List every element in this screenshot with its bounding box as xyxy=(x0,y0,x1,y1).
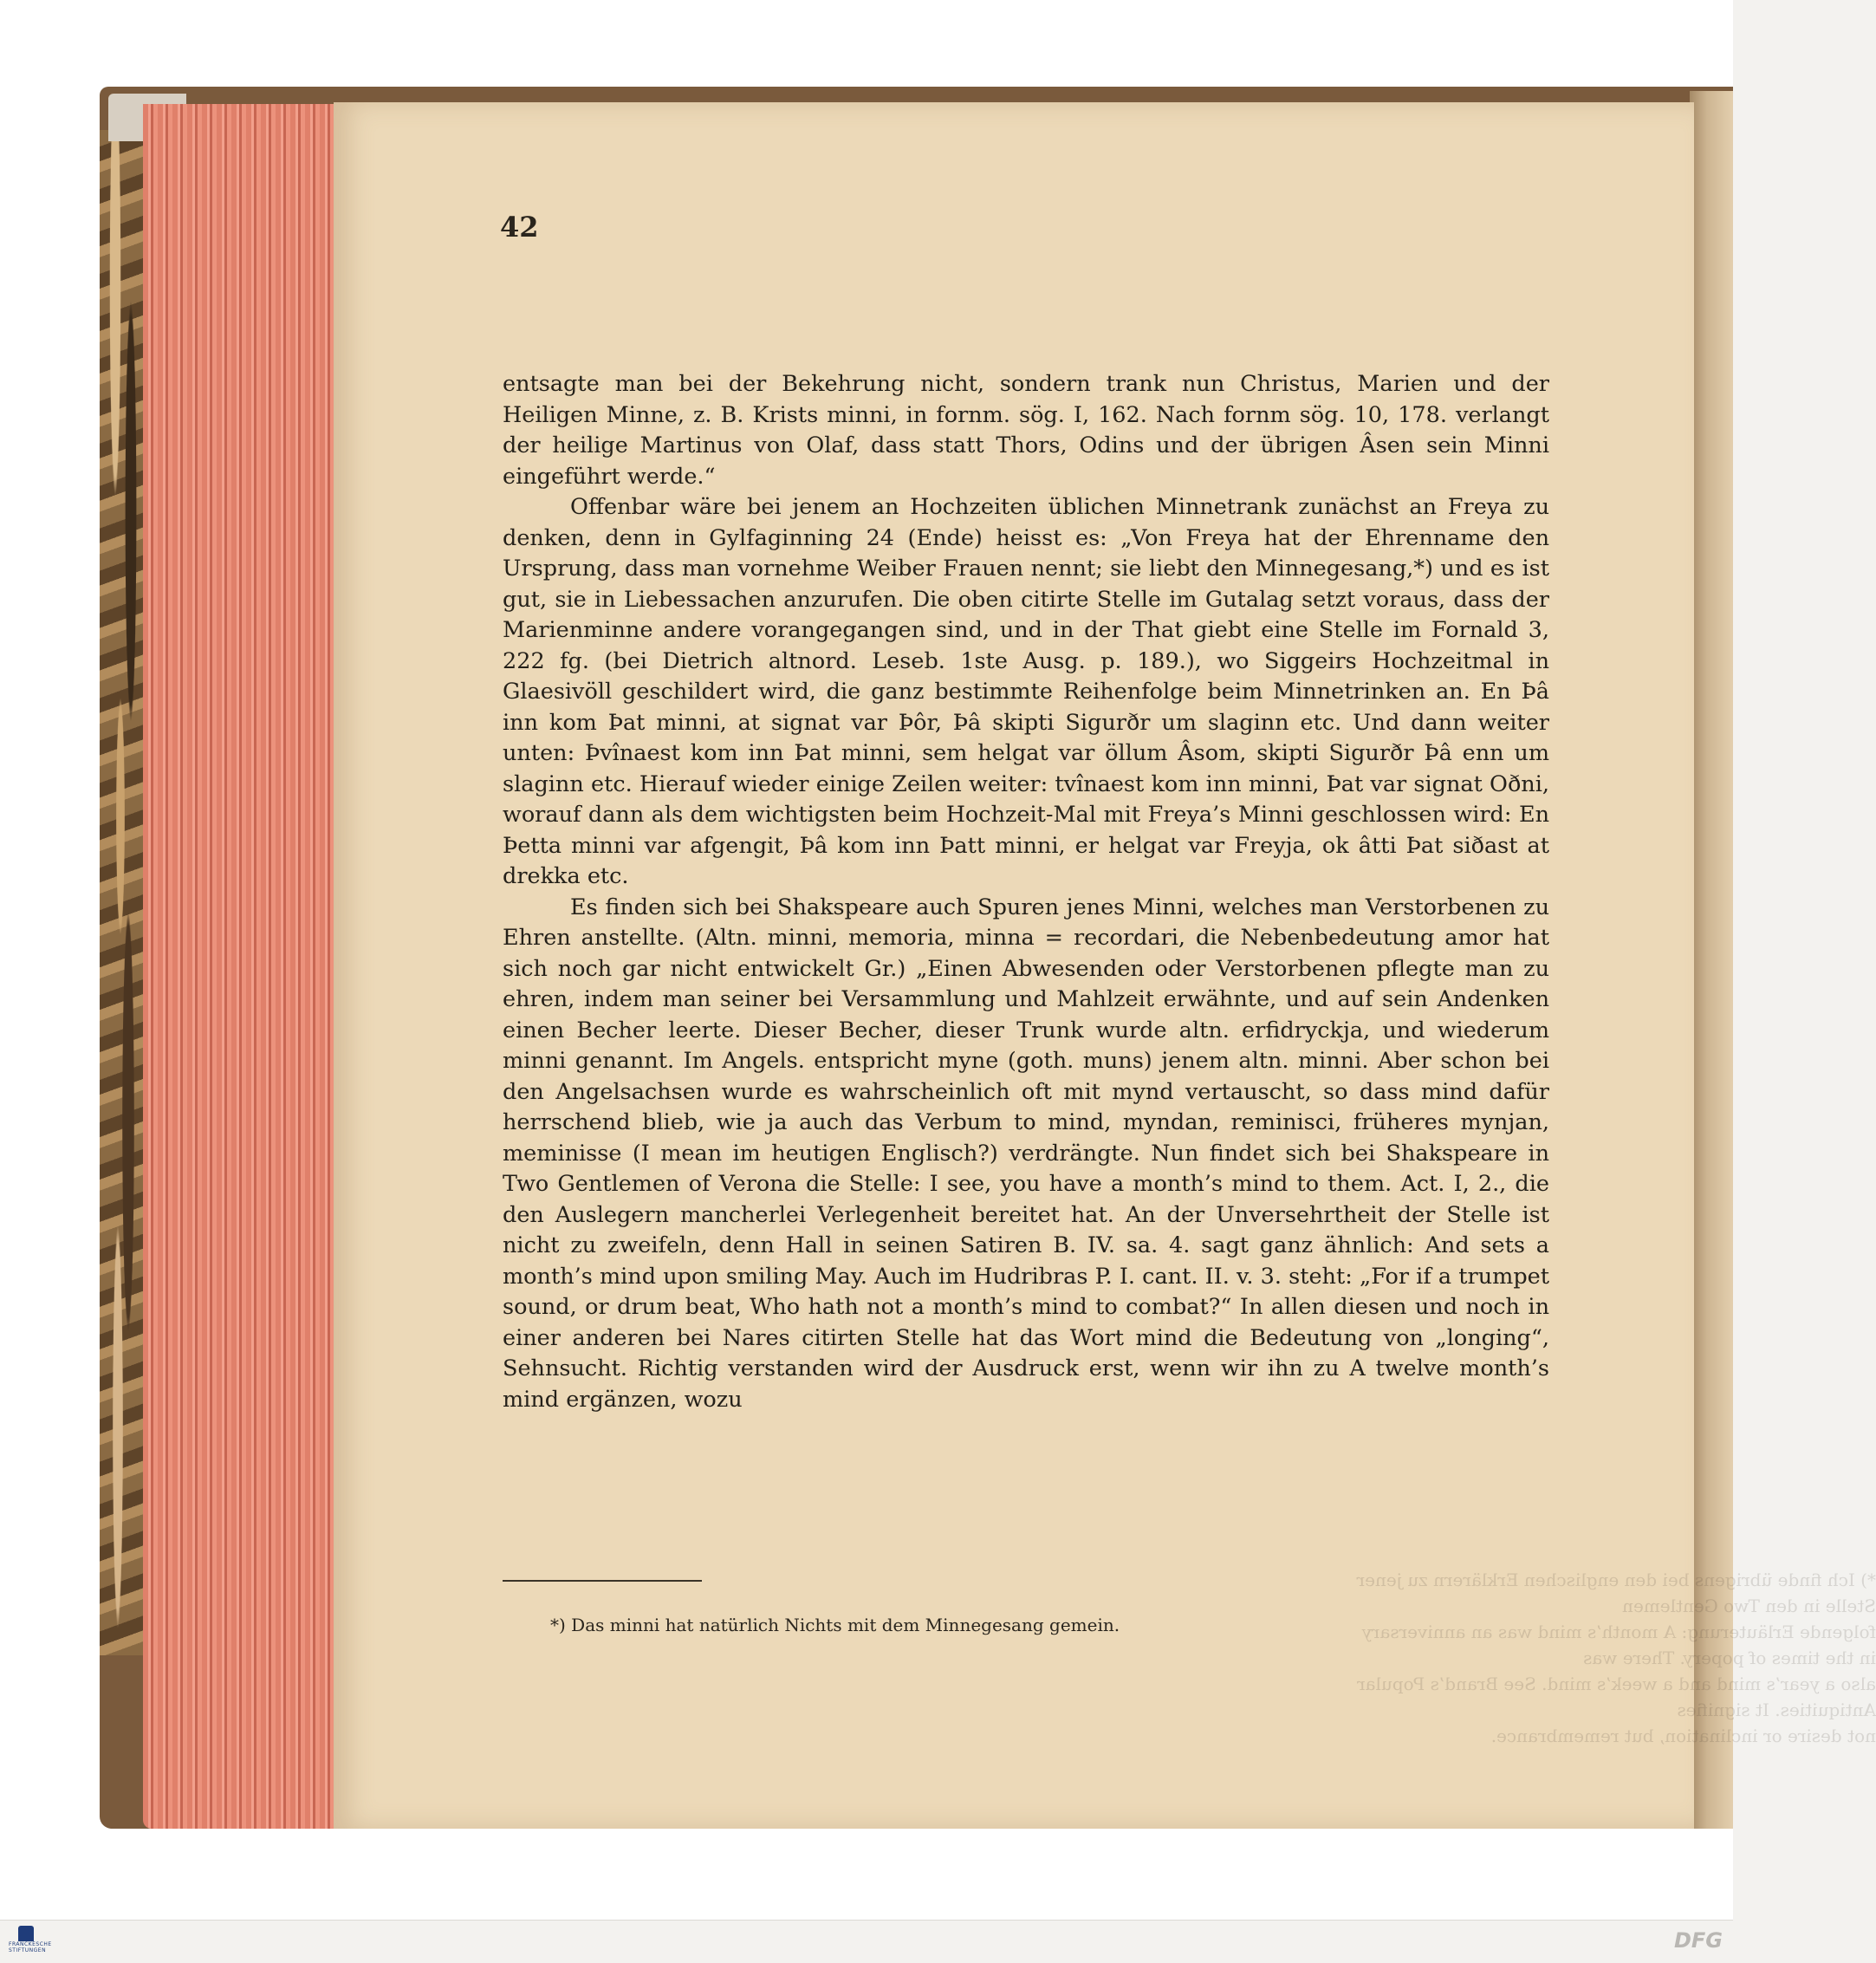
book-page xyxy=(334,102,1876,1829)
body-text xyxy=(503,369,1549,1415)
red-page-edges xyxy=(143,104,338,1829)
page-number: 42 xyxy=(500,211,539,244)
bleed-line-3: also a year’s mind and a week’s mind. See Brand’s Popular Antiquities. It signifies xyxy=(1357,1674,1876,1720)
paragraph-2: Offenbar wäre bei jenem an Hochzeiten üblichen Minnetrank zunächst an Freya zu denken, denn in Gylfaginning 24 (Ende) heisst es: „Von Freya hat der Ehrenname den Ursprung, dass man vornehme Weiber Frauen nennt; sie liebt den Minnegesang,*) und es ist gut, sie in Liebessachen anzurufen. Die oben citirte Stelle im Gutalag setzt voraus, dass der Marienminne andere vorangegangen sind, und in der That giebt eine Stelle im Fornald 3, 222 fg. (bei Dietrich altnord. Leseb. 1ste Ausg. p. 189.), wo Siggeirs Hochzeitmal in Glaesivöll geschildert wird, die ganz bestimmte Reihenfolge beim Minnetrinken an. En Þâ inn kom Þat minni, at signat var Þôr, Þâ skipti Sigurðr um slaginn etc. Und dann weiter unten: Þvînaest kom inn Þat minni, sem helgat var öllum Âsom, skipti Sigurðr Þâ enn um slaginn etc. Hierauf wieder einige Zeilen weiter: tvînaest kom inn minni, Þat var signat Oðni, worauf dann als dem wichtigsten beim Hochzeit-Mal mit Freya’s Minni geschlossen wird: En Þetta minni var afgengit, Þâ kom inn Þatt minni, er helgat var Freyja, ok âtti Þat siðast at drekka etc. xyxy=(503,494,1549,889)
francke-logo[interactable] xyxy=(9,1926,52,1957)
bleed-line-2: folgende Erläuterung: A month’s mind was an anniversary in the times of popery. There was xyxy=(1361,1622,1876,1668)
footnote: *) Das minni hat natürlich Nichts mit dem Minnegesang gemein. xyxy=(550,1615,1120,1635)
bleed-line-1: *) Ich finde übrigens bei den englischen Erklärern zu jener Stelle in den Two Gentlemen xyxy=(1356,1570,1876,1616)
footnote-rule xyxy=(503,1580,702,1582)
viewer-footer xyxy=(0,1920,1733,1963)
paragraph-1: entsagte man bei der Bekehrung nicht, sondern trank nun Christus, Marien und der Heiligen Minne, z. B. Krists minni, in fornm. sög. I, 162. Nach fornm sög. 10, 178. verlangt der heilige Martinus von Olaf, dass statt Thors, Odins und der übrigen Âsen sein Minni eingeführt werde.“ xyxy=(503,371,1549,490)
bleed-line-4: not desire or inclination, but remembrance. xyxy=(1490,1726,1876,1746)
francke-logo-icon xyxy=(18,1926,34,1941)
paragraph-3: Es finden sich bei Shakspeare auch Spuren jenes Minni, welches man Verstorbenen zu Ehren anstellte. (Altn. minni, memoria, minna = recordari, die Nebenbedeutung amor hat sich noch gar nicht entwickelt Gr.) „Einen Abwesenden oder Verstorbenen pflegte man zu ehren, indem man seiner bei Versammlung und Mahlzeit erwähnte, und auf sein Andenken einen Becher leerte. Dieser Becher, dieser Trunk wurde altn. erfidryckja, und wiederum minni genannt. Im Angels. entspricht myne (goth. muns) jenem altn. minni. Aber schon bei den Angelsachsen wurde es wahrscheinlich oft mit mynd vertauscht, so dass mind dafür herrschend blieb, wie ja auch das Verbum to mind, myndan, reminisci, früheres mynjan, meminisse (I mean im heutigen Englisch?) verdrängte. Nun findet sich bei Shakspeare in Two Gentlemen of Verona die Stelle: I see, you have a month’s mind to them. Act. I, 2., die den Auslegern mancherlei Verlegenheit bereitet hat. An der Unversehrtheit der Stelle ist nicht zu zweifeln, denn Hall in seinen Satiren B. IV. sa. 4. sagt ganz ähnlich: And sets a month’s mind upon smiling May. Auch im Hudribras P. I. cant. II. v. 3. steht: „For if a trumpet sound, or drum beat, Who hath not a month’s mind to combat?“ In allen diesen und noch in einer anderen bei Nares citirten Stelle hat das Wort mind die Bedeutung von „longing“, Sehnsucht. Richtig verstanden wird der Ausdruck erst, wenn wir ihn zu A twelve month’s mind ergänzen, wozu xyxy=(503,894,1549,1413)
dfg-logo[interactable]: DFG xyxy=(1673,1928,1723,1953)
bleed-through-text xyxy=(1356,1567,1876,1749)
francke-logo-text: FRANCKESCHE STIFTUNGEN xyxy=(9,1941,52,1953)
